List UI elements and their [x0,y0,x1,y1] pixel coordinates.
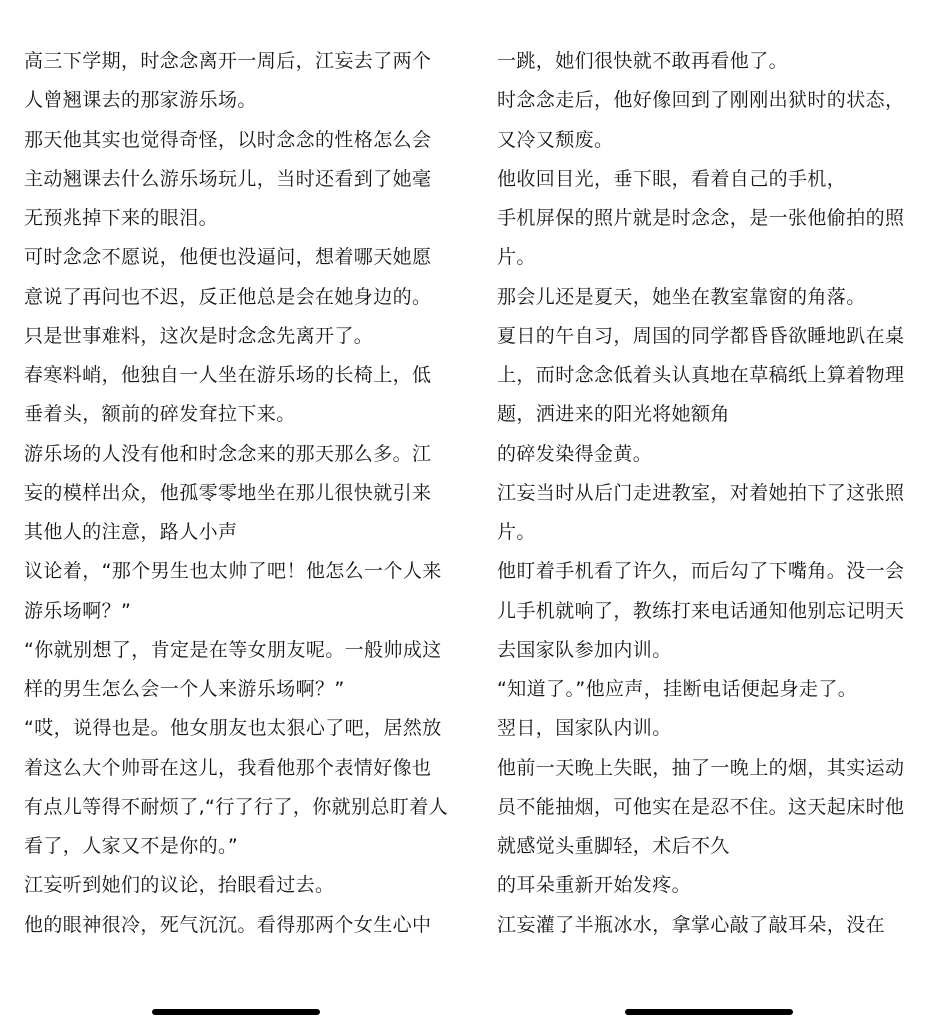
text-line: 可时念念不愿说，他便也没逼问，想着哪天她愿 [24,246,432,269]
text-line: “哎，说得也是。他女朋友也太狠心了吧，居然放 [24,717,442,740]
text-line: 妄的模样出众，他孤零零地坐在那儿很快就引来 [24,481,432,504]
text-line: 春寒料峭，他独自一人坐在游乐场的长椅上，低 [24,364,432,386]
text-line: 那天他其实也觉得奇怪，以时念念的性格怎么会 [24,128,432,151]
text-line: 议论着，“那个男生也太帅了吧！他怎么一个人来 [24,560,442,583]
text-line: 的耳朵重新开始发疼。 [497,874,692,897]
text-line: 他的眼神很冷，死气沉沉。看得那两个女生心中 [24,913,432,936]
text-line: 片。 [497,246,536,269]
text-line: 游乐场啊？” [24,599,132,622]
right-page [473,0,946,1024]
text-line: 他收回目光，垂下眼，看着自己的手机， [497,167,847,190]
text-line: 去国家队参加内训。 [497,638,672,661]
text-line: 一跳，她们很快就不敢再看他了。 [497,50,789,72]
text-line: 江妄听到她们的议论，抬眼看过去。 [24,874,335,897]
text-line: 员不能抽烟，可他实在是忍不住。这天起床时他 [497,795,905,818]
text-line: 有点儿等得不耐烦了,“行了行了，你就别总盯着人 [24,795,449,818]
text-line: 其他人的注意，路人小声 [24,521,238,543]
left-page-text [24,42,456,945]
home-indicator-right[interactable] [625,1009,793,1015]
text-line: 主动翘课去什么游乐场玩儿，当时还看到了她毫 [24,167,432,190]
text-line: 他盯着手机看了许久，而后勾了下嘴角。没一会 [497,560,905,583]
text-line: 片。 [497,521,536,543]
text-line: 无预兆掉下来的眼泪。 [24,207,219,229]
text-line: 夏日的午自习，周国的同学都昏昏欲睡地趴在桌 [497,324,905,347]
text-line: 着这么大个帅哥在这儿，我看他那个表情好像也 [24,756,432,779]
text-line: “你就别想了，肯定是在等女朋友呢。一般帅成这 [24,638,442,661]
text-line: 题，洒进来的阳光将她额角 [497,403,730,426]
text-line: 手机屏保的照片就是时念念，是一张他偷拍的照 [497,207,905,229]
text-line: 只是世事难料，这次是时念念先离开了。 [24,324,374,347]
text-line: “知道了。”他应声，挂断电话便起身走了。 [497,678,858,700]
text-line: 人曾翘课去的那家游乐场。 [24,89,257,112]
text-line: 翌日，国家队内训。 [497,717,672,740]
text-line: 他前一天晚上失眠，抽了一晚上的烟，其实运动 [497,756,905,779]
text-line: 高三下学期，时念念离开一周后，江妄去了两个 [24,50,432,72]
text-line: 江妄当时从后门走进教室，对着她拍下了这张照 [497,481,905,504]
text-line: 样的男生怎么会一个人来游乐场啊？” [24,678,345,700]
right-page-text [497,42,929,945]
text-line: 的碎发染得金黄。 [497,442,653,465]
text-line: 江妄灌了半瓶冰水，拿掌心敲了敲耳朵，没在 [497,913,886,936]
text-line: 就感觉头重脚轻，术后不久 [497,835,730,857]
text-line: 上，而时念念低着头认真地在草稿纸上算着物理 [497,364,905,386]
text-line: 又冷又颓废。 [497,128,614,151]
text-line: 意说了再问也不迟，反正他总是会在她身边的。 [24,285,432,308]
text-line: 游乐场的人没有他和时念念来的那天那么多。江 [24,442,432,465]
text-line: 时念念走后，他好像回到了刚刚出狱时的状态， [497,89,905,112]
text-line: 看了，人家又不是你的。” [24,835,239,857]
home-indicator-left[interactable] [152,1009,320,1015]
text-line: 儿手机就响了，教练打来电话通知他别忘记明天 [497,599,905,622]
text-line: 那会儿还是夏天，她坐在教室靠窗的角落。 [497,285,866,308]
text-line: 垂着头，额前的碎发耷拉下来。 [24,403,296,426]
